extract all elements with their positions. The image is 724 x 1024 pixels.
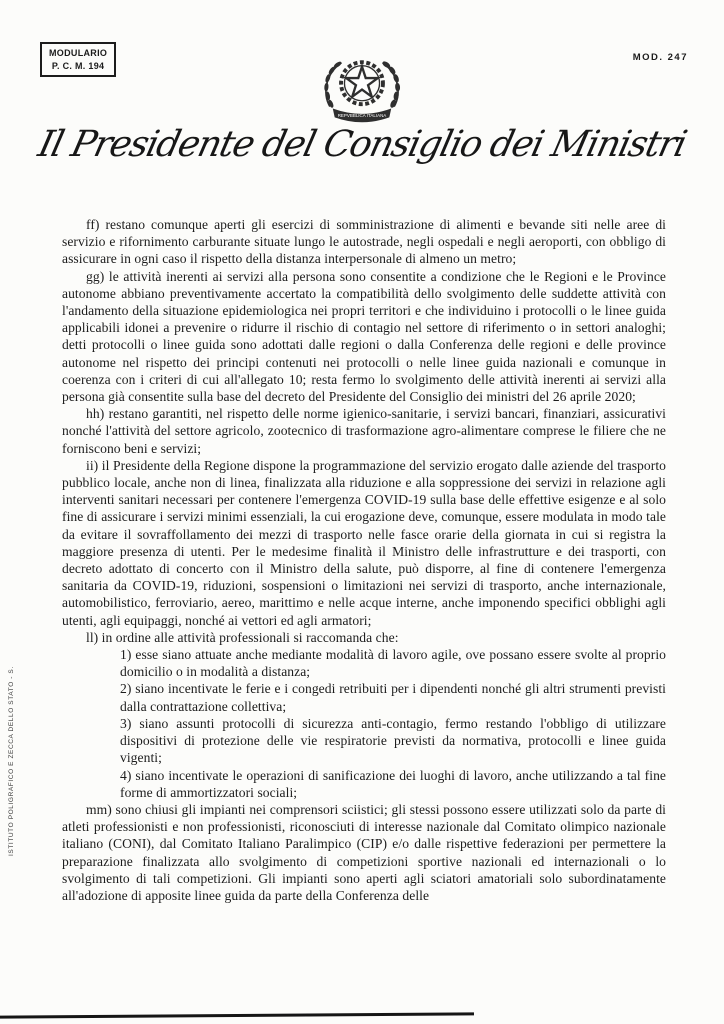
paragraph: ll) in ordine alle attività professionali si raccomanda che:: [86, 629, 399, 645]
italian-republic-emblem: [308, 52, 416, 135]
printer-imprint-vertical: ISTITUTO POLIGRAFICO E ZECCA DELLO STATO - S.: [8, 666, 15, 856]
paragraph: 1) esse siano attuate anche mediante modalità di lavoro agile, ove possano essere svolte al proprio domicilio o in modalità a distanza;: [120, 647, 666, 680]
paragraph: mm) sono chiusi gli impianti nei comprensori sciistici; gli stessi possono essere utilizzati solo da parte di atleti professionisti e non professionisti, riconosciuti di interesse nazionale dal Comitato olimpico nazionale italiano (CONI), dal Comitato Italiano Paralimpico (CIP) e/o dalle rispettive federazioni per permettere la preparazione finalizzata allo svolgimento di competizioni sportive nazionali ed internazionali o lo svolgimento di tali competizioni. Gli impianti sono aperti agli sciatori amatoriali solo subordinatamente all'adozione di apposite linee guida da parte della Conferenza delle: [62, 801, 666, 903]
paragraph: hh) restano garantiti, nel rispetto delle norme igienico-sanitarie, i servizi bancari, finanziari, assicurativi nonché l'attività del settore agricolo, zootecnico di trasformazione agro-alimentare comprese le filiere che ne forniscono beni e servizi;: [62, 406, 666, 456]
mod-number-label: MOD. 247: [632, 52, 688, 63]
paragraph: ff) restano comunque aperti gli esercizi di somministrazione di alimenti e bevande siti nelle aree di servizio e rifornimento carburante situate lungo le autostrade, negli ospedali e negli aeroporti, con obbligo di assicurare in ogni caso il rispetto della distanza interpersonale di almeno un metro;: [62, 217, 666, 267]
modulario-stamp: [40, 42, 116, 77]
modulario-line1: MODULARIO: [49, 48, 108, 58]
paragraph: 3) siano assunti protocolli di sicurezza anti-contagio, fermo restando l'obbligo di utilizzare dispositivi di protezione delle vie respiratorie previsti da normativa, protocolli e linee guida vigenti;: [120, 715, 666, 766]
state-emblem-icon: [308, 52, 416, 130]
modulario-line2: P. C. M. 194: [51, 61, 105, 72]
paragraph: 4) siano incentivate le operazioni di sanificazione dei luoghi di lavoro, anche utilizzando a tal fine forme di ammortizzatori sociali;: [120, 767, 666, 800]
page-edge-line: [0, 1012, 474, 1018]
document-body: [62, 216, 666, 904]
emblem-banner-text: REPVBBLICA ITALIANA: [337, 112, 387, 118]
paragraph: 2) siano incentivate le ferie e i congedi retribuiti per i dipendenti nonché gli altri strumenti previsti dalla contrattazione collettiva;: [120, 681, 666, 714]
paragraph: gg) le attività inerenti ai servizi alla persona sono consentite a condizione che le Regioni e le Province autonome abbiano preventivamente accertato la compatibilità dello svolgimento delle suddette attività con l'andamento della situazione epidemiologica nei propri territori e che individuino i protocolli o le linee guida applicabili idonei a prevenire o ridurre il rischio di contagio nel settore di riferimento o in settori analoghi; detti protocolli o linee guida sono adottati dalle regioni o dalla Conferenza delle regioni e delle province autonome nel rispetto dei principi contenuti nei protocolli o nelle linee guida nazionali e comunque in coerenza con i criteri di cui all'allegato 10; resta fermo lo svolgimento delle attività inerenti ai servizi alla persona già consentite sulla base del decreto del Presidente del Consiglio dei ministri del 26 aprile 2020;: [62, 268, 666, 405]
page-title-script: Il Presidente del Consiglio dei Ministri: [34, 124, 690, 165]
paragraph: ii) il Presidente della Regione dispone la programmazione del servizio erogato dalle aziende del trasporto pubblico locale, anche non di linea, finalizzata alla riduzione e alla soppressione dei servizi in relazione agli interventi sanitari necessari per contenere l'emergenza COVID-19 sulla base delle effettive esigenze e al solo fine di assicurare i servizi minimi essenziali, la cui erogazione deve, comunque, essere modulata in modo tale da evitare il sovraffollamento dei mezzi di trasporto nelle fasce orarie della giornata in cui si registra la maggiore presenza di utenti. Per le medesime finalità il Ministro delle infrastrutture e dei trasporti, con decreto adottato di concerto con il Ministro della salute, può disporre, al fine di contenere l'emergenza sanitaria da COVID-19, riduzioni, sospensioni o limitazioni nei servizi di trasporto, anche internazionale, automobilistico, ferroviario, aereo, marittimo e nelle acque interne, anche imponendo specifici obblighi agli utenti, agli equipaggi, nonché ai vettori ed agli armatori;: [62, 457, 666, 628]
